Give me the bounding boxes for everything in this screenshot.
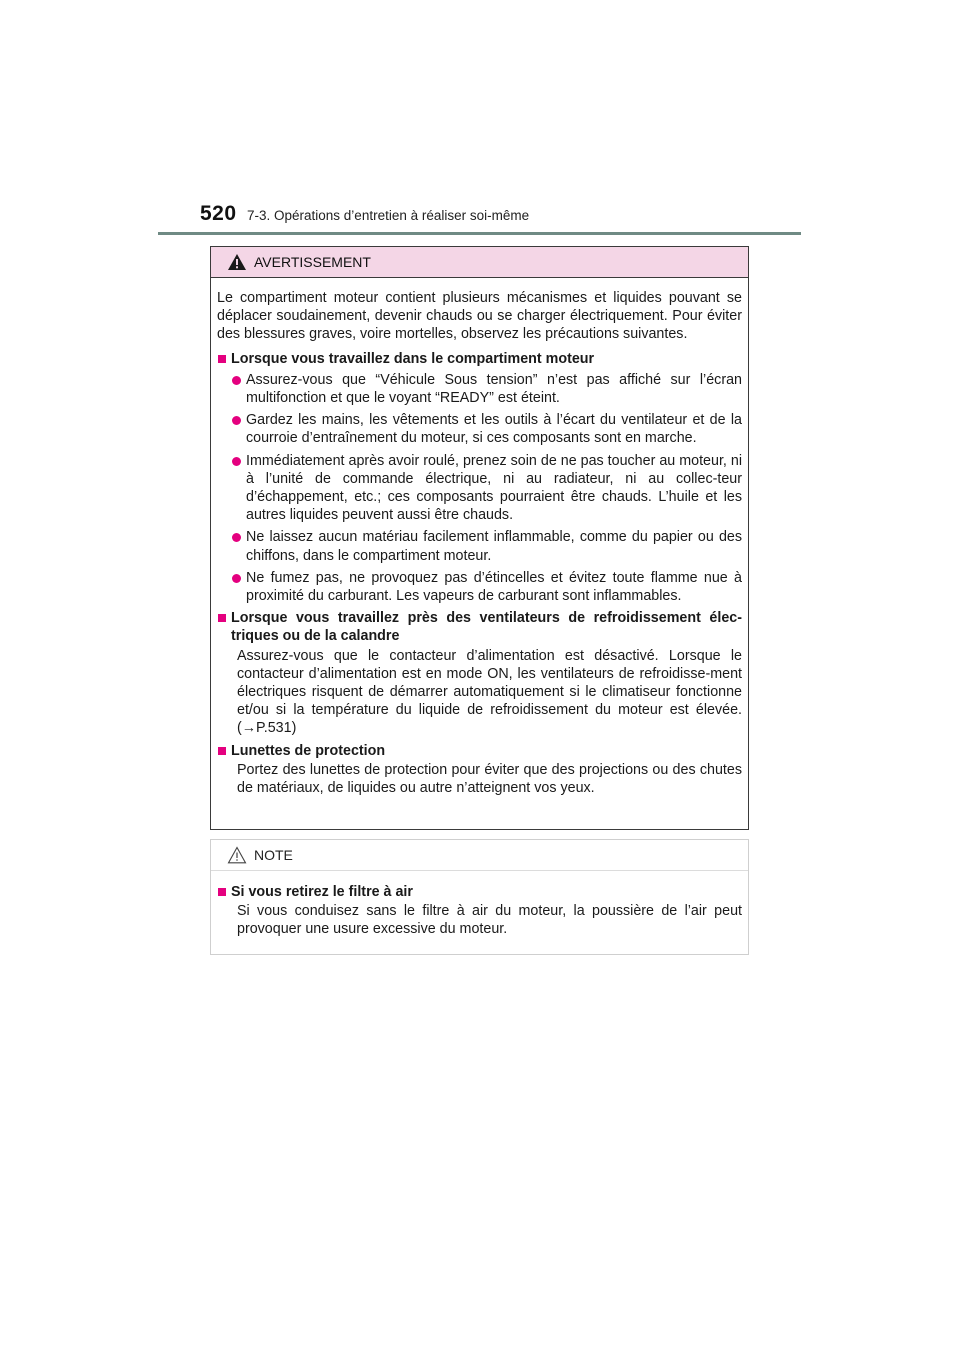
list-item: [232, 528, 742, 564]
warning-intro: Le compartiment moteur contient plusieurs mécanismes et liquides pouvant se déplacer soudainement, devenir chauds ou se charger électriquement. Pour éviter des blessures graves, voire mortelles, observez les précautions suivantes.: [217, 290, 742, 343]
warning-section-3-text: Portez des lunettes de protection pour éviter que des projections ou des chutes de matériaux, de liquides ou autre n’atteignent vos yeux.: [237, 761, 742, 797]
round-bullet-icon: [232, 376, 241, 385]
note-section-1-title: Si vous retirez le filtre à air: [231, 884, 413, 900]
square-bullet-icon: [218, 355, 226, 363]
section-title: 7-3. Opérations d’entretien à réaliser soi-même: [247, 208, 530, 223]
warning-title: AVERTISSEMENT: [254, 254, 371, 270]
warning-section-1-title: Lorsque vous travaillez dans le compartiment moteur: [231, 350, 595, 367]
square-bullet-icon: [218, 747, 226, 755]
square-bullet-icon: [218, 888, 226, 896]
warning-section-2-text: Assurez-vous que le contacteur d’alimentation est désactivé. Lorsque le contacteur d’alimentation est en mode ON, les ventilateurs de refroidisse-ment électriques risquent de démarrer automatiquement si le climatiseur fonctionne et/ou si la température du liquide de refroidissement du moteur est élevée. (→P.531): [237, 647, 742, 737]
note-section-1: [217, 883, 742, 901]
warning-header: [211, 247, 748, 278]
warning-section-3: [217, 742, 742, 760]
header-rule: [158, 232, 801, 235]
warning-section-2: [217, 609, 742, 645]
list-item: [232, 411, 742, 447]
note-body: [211, 871, 748, 939]
list-item-text: Gardez les mains, les vêtements et les outils à l’écart du ventilateur et de la courroie d’entraînement du moteur, si ces composants sont en marche.: [246, 412, 742, 447]
warning-section-3-title: Lunettes de protection: [231, 742, 386, 759]
note-section-1-text: Si vous conduisez sans le filtre à air du moteur, la poussière de l’air peut provoquer une usure excessive du moteur.: [237, 903, 742, 938]
warning-section-2-title: Lorsque vous travaillez près des ventilateurs de refroidissement élec-triques ou de la calandre: [231, 610, 742, 645]
warning-section-1: [217, 350, 742, 368]
round-bullet-icon: [232, 533, 241, 542]
list-item-text: Ne laissez aucun matériau facilement inflammable, comme du papier ou des chiffons, dans le compartiment moteur.: [246, 529, 742, 564]
round-bullet-icon: [232, 574, 241, 583]
note-box: [210, 839, 749, 955]
note-header: [211, 840, 748, 871]
warning-triangle-icon: [227, 253, 247, 271]
note-title: NOTE: [254, 847, 293, 863]
round-bullet-icon: [232, 416, 241, 425]
square-bullet-icon: [218, 614, 226, 622]
list-item: [232, 371, 742, 407]
warning-body: [211, 278, 748, 797]
list-item: [232, 569, 742, 605]
page-number: 520: [200, 202, 237, 225]
list-item-text: Ne fumez pas, ne provoquez pas d’étincelles et évitez toute flamme nue à proximité du carburant. Les vapeurs de carburant sont inflammables.: [246, 569, 742, 605]
list-item: [232, 452, 742, 525]
list-item-text: Immédiatement après avoir roulé, prenez soin de ne pas toucher au moteur, ni à l’unité de commande électrique, ni au radiateur, ni au collec-teur d’échappement, etc.; ces composants pourraient être chauds. L’huile et les autres liquides peuvent aussi être chauds.: [246, 452, 742, 524]
note-triangle-icon: [227, 846, 247, 864]
list-item-text: Assurez-vous que “Véhicule Sous tension” n’est pas affiché sur l’écran multifonction et que le voyant “READY” est éteint.: [246, 371, 742, 407]
warning-box: [210, 246, 749, 830]
page-header: [0, 0, 960, 240]
round-bullet-icon: [232, 457, 241, 466]
